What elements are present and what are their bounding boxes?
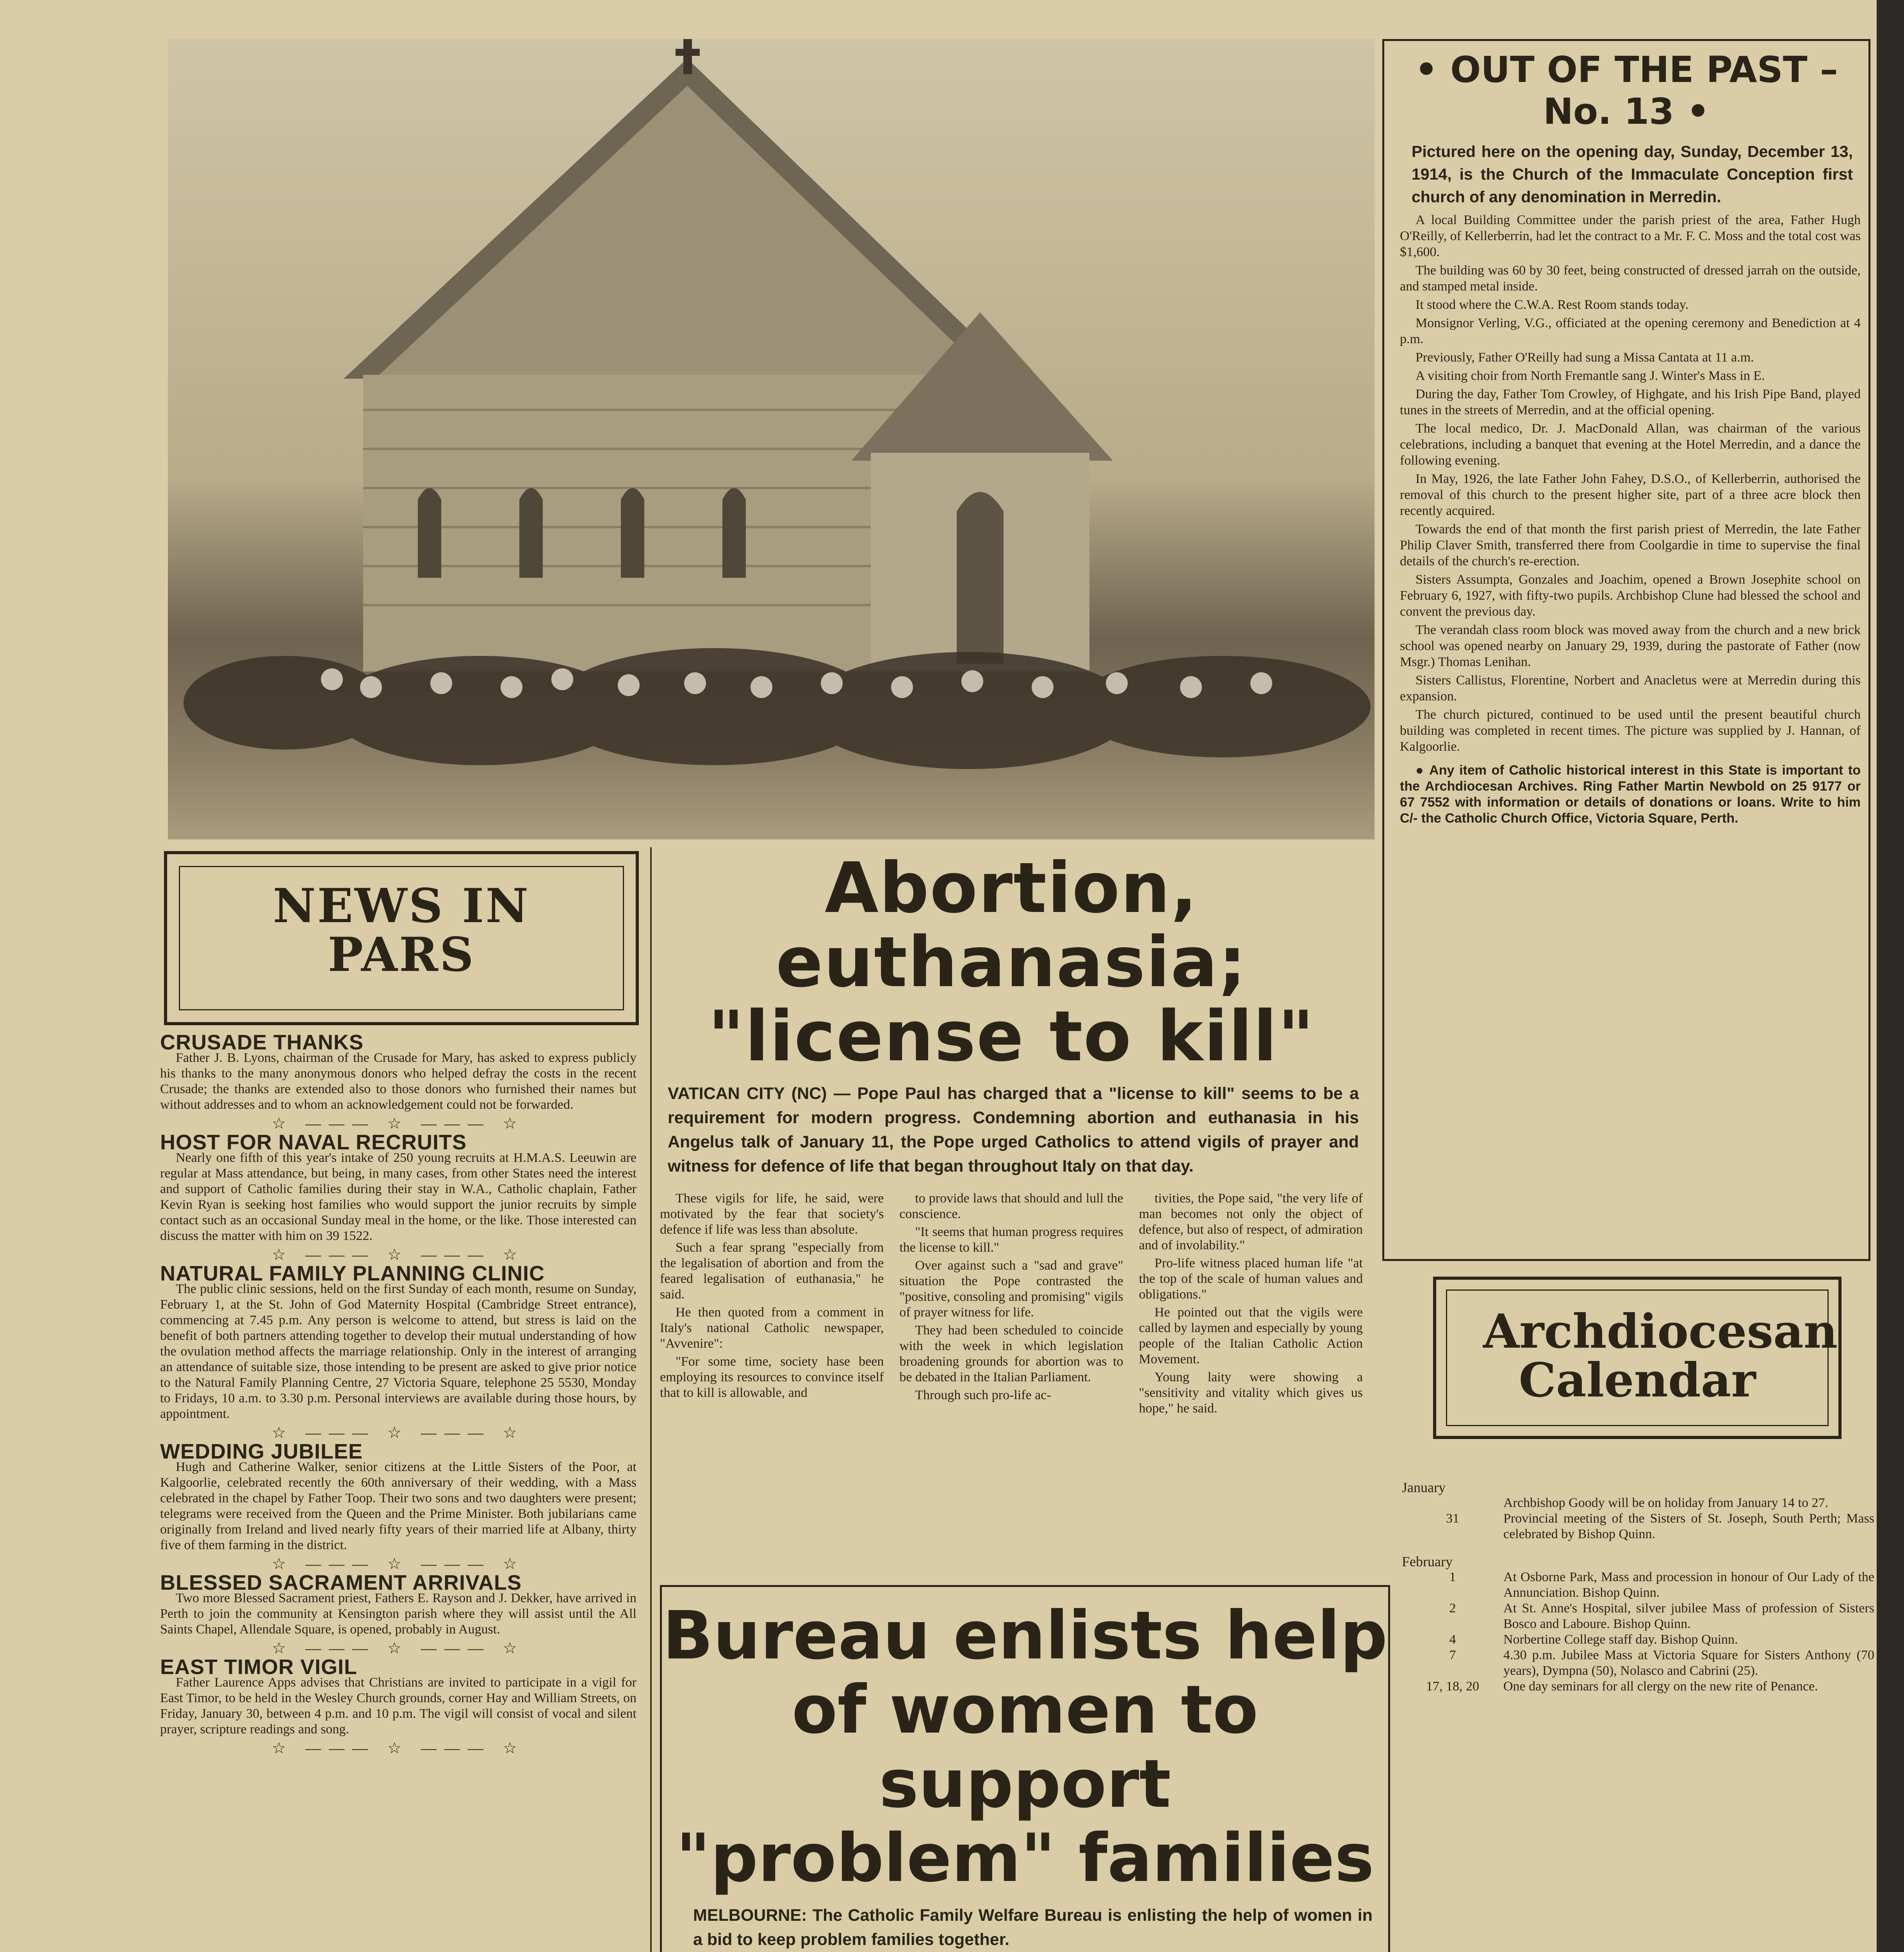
abortion-para: Over against such a "sad and grave" situation the Pope contrasted the "positive, consoling and promising" vigils of prayer witness for life. [899,1258,1123,1320]
oop-para: Towards the end of that month the first parish priest of Merredin, the late Father Philip Claver Smith, transferred there from Coolgardie in time to supervise the final details of the church's re-erection. [1400,522,1861,568]
news-item [160,1131,636,1244]
abortion-para: They had been scheduled to coincide with the week in which legislation broadening grounds for abortion was to be debated in the Italian Parliament. [899,1323,1123,1384]
news-item-text: Father J. B. Lyons, chairman of the Crusade for Mary, has asked to express publicly his thanks to the many anonymous donors who helped defray the costs in the recent Crusade; the thanks are extended also to those donors who furnished their names but without addresses and to whom an acknowledgement could not be forwarded. [160,1051,636,1112]
calendar-entry [1402,1569,1874,1601]
news-in-pars-section [160,847,644,1952]
oop-para: During the day, Father Tom Crowley, of Highgate, and his Irish Pipe Band, played tunes in the streets of Merredin, and at the official opening. [1400,387,1861,417]
calendar-text: 4.30 p.m. Jubilee Mass at Victoria Square for Sisters Anthony (70 years), Dympna (50), Nolasco and Cabrini (25). [1503,1648,1874,1678]
news-separator: ☆ ——— ☆ ——— ☆ [272,1639,525,1657]
bureau-headline-1: Bureau enlists help [662,1597,1388,1674]
calendar-month: February [1402,1554,1453,1569]
oop-para: The verandah class room block was moved away from the church and a new brick school was opened nearby on January 29, 1939, during the pastorate of Father (now Msgr.) Thomas Lenihan. [1400,623,1861,669]
calendar-day: 1 [1449,1570,1456,1584]
oop-footer: ● Any item of Catholic historical interest in this State is important to the Archdiocesan Archives. Ring Father Martin Newbold on 25 9177 or 67 7552 with information or details of donations or loans. Write to him C/- the Catholic Church Office, Victoria Square, Perth. [1400,763,1861,826]
news-separator: ☆ ——— ☆ ——— ☆ [272,1555,525,1573]
calendar-day: 17, 18, 20 [1426,1679,1479,1694]
news-separator: ☆ ——— ☆ ——— ☆ [272,1739,525,1757]
bureau-lead: MELBOURNE: The Catholic Family Welfare Bureau is enlisting the help of women in a bid to keep problem families together. [693,1906,1373,1949]
calendar-entry [1402,1495,1874,1511]
abortion-article [660,848,1363,1577]
news-item-text: The public clinic sessions, held on the first Sunday of each month, resume on Sunday, February 1, at the St. John of God Maternity Hospital (Cambridge Street entrance), commencing at 7.45 p.m. Any person is welcome to attend, but stress is laid on the benefit of both partners attending together to develop their mutual understanding of how the ovulation method affects the marriage relationship. Only in the interest of arranging an attendance of suitable size, those intending to be present are asked to give prior notice to the Natural Family Planning Centre, 27 Victoria Square, telephone 25 5530, Monday to Fridays, 10 a.m. to 3.30 p.m. Personal interviews are available during those hours, by appointment. [160,1282,636,1421]
oop-para: The building was 60 by 30 feet, being constructed of dressed jarrah on the outside, and stamped metal inside. [1400,263,1861,294]
calendar-text: At St. Anne's Hospital, silver jubilee Mass of profession of Sisters Bosco and Laboure. Bishop Quinn. [1503,1601,1874,1631]
out-of-past-title: • OUT OF THE PAST – No. 13 • [1415,49,1838,132]
news-item-head: CRUSADE THANKS [160,1031,364,1054]
abortion-para: He then quoted from a comment in Italy's national Catholic newspaper, "Avvenire": [660,1305,884,1351]
calendar-entry [1402,1647,1874,1679]
abortion-para: Through such pro-life ac- [915,1388,1051,1402]
calendar-section [1402,1277,1874,1917]
calendar-text: One day seminars for all clergy on the new rite of Penance. [1503,1679,1818,1694]
out-of-past-lead: Pictured here on the opening day, Sunday, December 13, 1914, is the Church of the Immaculate Conception first church of any denomination in Merredin. [1412,142,1853,206]
news-item [160,1262,636,1422]
oop-para: The church pictured, continued to be used until the present beautiful church building was completed in recent times. The picture was supplied by J. Hannan, of Kalgoorlie. [1400,707,1861,754]
oop-para: Sisters Assumpta, Gonzales and Joachim, opened a Brown Josephite school on February 6, 1927, with fifty-two pupils. Archbishop Clune had blessed the school and convent the previous day. [1400,572,1861,619]
news-in-pars-title: NEWS IN PARS [273,878,530,982]
calendar-month: January [1402,1480,1446,1495]
oop-para: Previously, Father O'Reilly had sung a Missa Cantata at 11 a.m. [1416,350,1754,365]
news-item-head: BLESSED SACRAMENT ARRIVALS [160,1571,522,1594]
calendar-day: 31 [1446,1511,1459,1526]
bureau-article [660,1585,1390,1952]
abortion-para: These vigils for life, he said, were motivated by the fear that society's defence if life was less than absolute. [660,1191,884,1237]
out-of-the-past-box [1382,39,1870,1261]
abortion-col-3 [1139,1191,1363,1419]
abortion-lead: VATICAN CITY (NC) — Pope Paul has charged that a "license to kill" seems to be a requirement for modern progress. Condemning abortion and euthanasia in his Angelus talk of January 11, the Pope urged Catholics to attend vigils of prayer and witness for defence of life that began throughout Italy on that day. [668,1084,1359,1175]
abortion-para: tivities, the Pope said, "the very life of man becomes not only the object of defence, but also of respect, of admiration and of involability." [1139,1191,1363,1252]
news-item [160,1440,636,1553]
news-item-text: Father Laurence Apps advises that Christians are invited to participate in a vigil for East Timor, to be held in the Wesley Church grounds, corner Hay and William Streets, on Friday, January 30, between 4 p.m. and 10 p.m. The vigil will consist of vocal and silent prayer, scripture readings and song. [160,1675,636,1736]
oop-para: Monsignor Verling, V.G., officiated at the opening ceremony and Benediction at 4 p.m. [1400,316,1861,346]
calendar-entry [1402,1601,1874,1632]
news-item [160,1655,636,1737]
calendar-text: Archbishop Goody will be on holiday from January 14 to 27. [1503,1496,1828,1510]
news-item-head: HOST FOR NAVAL RECRUITS [160,1131,467,1154]
news-in-pars-body [160,1031,636,1759]
calendar-entry [1402,1679,1874,1694]
abortion-para: "For some time, society hase been employing its resources to convince itself that to kill is allowable, and [660,1354,884,1400]
church-illustration [168,39,1375,839]
abortion-headline-2: "license to kill" [708,996,1315,1077]
oop-para: A local Building Committee under the parish priest of the area, Father Hugh O'Reilly, of Kellerberrin, had let the contract to a Mr. F. C. Moss and the total cost was $1,600. [1400,213,1861,259]
calendar-day: 2 [1449,1601,1456,1615]
news-separator: ☆ ——— ☆ ——— ☆ [272,1424,525,1441]
oop-para: It stood where the C.W.A. Rest Room stands today. [1416,297,1689,312]
news-item [160,1031,636,1113]
news-item-head: NATURAL FAMILY PLANNING CLINIC [160,1262,545,1285]
abortion-para: Pro-life witness placed human life "at the top of the scale of human values and obligations." [1139,1256,1363,1302]
calendar-entry [1402,1511,1874,1542]
news-item [160,1571,636,1637]
oop-para: A visiting choir from North Fremantle sang J. Winter's Mass in E. [1416,369,1765,383]
page-edge [1877,0,1904,1952]
news-item-text: Hugh and Catherine Walker, senior citizens at the Little Sisters of the Poor, at Kalgoorlie, celebrated recently the 60th anniversary of their wedding, with a Mass celebrated in the chapel by Father Toop. Their two sons and two daughters were present; telegrams were received from the Queen and the Prime Minister. Both jubilarians came originally from Ireland and lived nearly fifty years of their married life at Albany, thirty five of them farming in the district. [160,1460,636,1552]
calendar-title: Archdiocesan Calendar [1483,1304,1838,1408]
out-of-past-body [1384,212,1868,826]
calendar-body [1402,1480,1874,1694]
abortion-para: "It seems that human progress requires the license to kill." [899,1225,1123,1255]
calendar-day [1402,1495,1503,1511]
abortion-col-1 [660,1191,884,1419]
abortion-para: He pointed out that the vigils were called by laymen and especially by young people of the Italian Catholic Action Movement. [1139,1305,1363,1366]
abortion-col-2 [899,1191,1123,1419]
calendar-text: Provincial meeting of the Sisters of St. Joseph, South Perth; Mass celebrated by Bishop Quinn. [1503,1511,1874,1541]
news-item-text: Two more Blessed Sacrament priest, Fathers E. Rayson and J. Dekker, have arrived in Perth to join the community at Kensington parish where they will assist until the All Saints Chapel, Allendale Square, is opened, probably in August. [160,1591,636,1637]
oop-para: The local medico, Dr. J. MacDonald Allan, was chairman of the various celebrations, including a banquet that evening at the Hotel Merredin, and a dance the following evening. [1400,421,1861,468]
calendar-entry [1402,1632,1874,1647]
calendar-day: 7 [1449,1648,1456,1662]
news-item-head: WEDDING JUBILEE [160,1440,363,1463]
calendar-text: Norbertine College staff day. Bishop Quinn. [1503,1632,1738,1647]
abortion-columns [660,1191,1363,1419]
news-in-pars-masthead [164,851,639,1025]
oop-para: Sisters Callistus, Florentine, Norbert and Anacletus were at Merredin during this expansion. [1400,673,1861,704]
news-separator: ☆ ——— ☆ ——— ☆ [272,1115,525,1132]
abortion-headline-1: Abortion, euthanasia; [776,848,1247,1003]
calendar-day: 4 [1449,1632,1456,1647]
church-photo [168,39,1375,839]
calendar-masthead [1433,1277,1842,1439]
column-rule [650,847,652,1952]
bureau-headline-3: "problem" families [676,1820,1375,1897]
abortion-para: Young laity were showing a "sensitivity and vitality which gives us hope," he said. [1139,1370,1363,1416]
calendar-text: At Osborne Park, Mass and procession in honour of Our Lady of the Annunciation. Bishop Quinn. [1503,1570,1874,1600]
news-item-head: EAST TIMOR VIGIL [160,1655,358,1679]
news-separator: ☆ ——— ☆ ——— ☆ [272,1246,525,1263]
news-item-text: Nearly one fifth of this year's intake of 250 young recruits at H.M.A.S. Leeuwin are regular at Mass attendance, but being, in many cases, from other States need the interest and support of Catholic families during their stay in W.A., Catholic chaplain, Father Kevin Ryan is seeking host families who would support the junior recruits by simple contact such as an occasional Sunday meal in the home, or the like. Those interested can discuss the matter with him on 39 1522. [160,1151,636,1243]
abortion-para: Such a fear sprang "especially from the legalisation of abortion and from the feared legalisation of euthanasia," he said. [660,1240,884,1302]
oop-para: In May, 1926, the late Father John Fahey, D.S.O., of Kellerberrin, authorised the removal of this church to the present higher site, part of a three acre block then recently acquired. [1400,472,1861,518]
abortion-para: to provide laws that should and lull the conscience. [899,1191,1123,1221]
bureau-headline-2: of women to support [792,1671,1259,1823]
